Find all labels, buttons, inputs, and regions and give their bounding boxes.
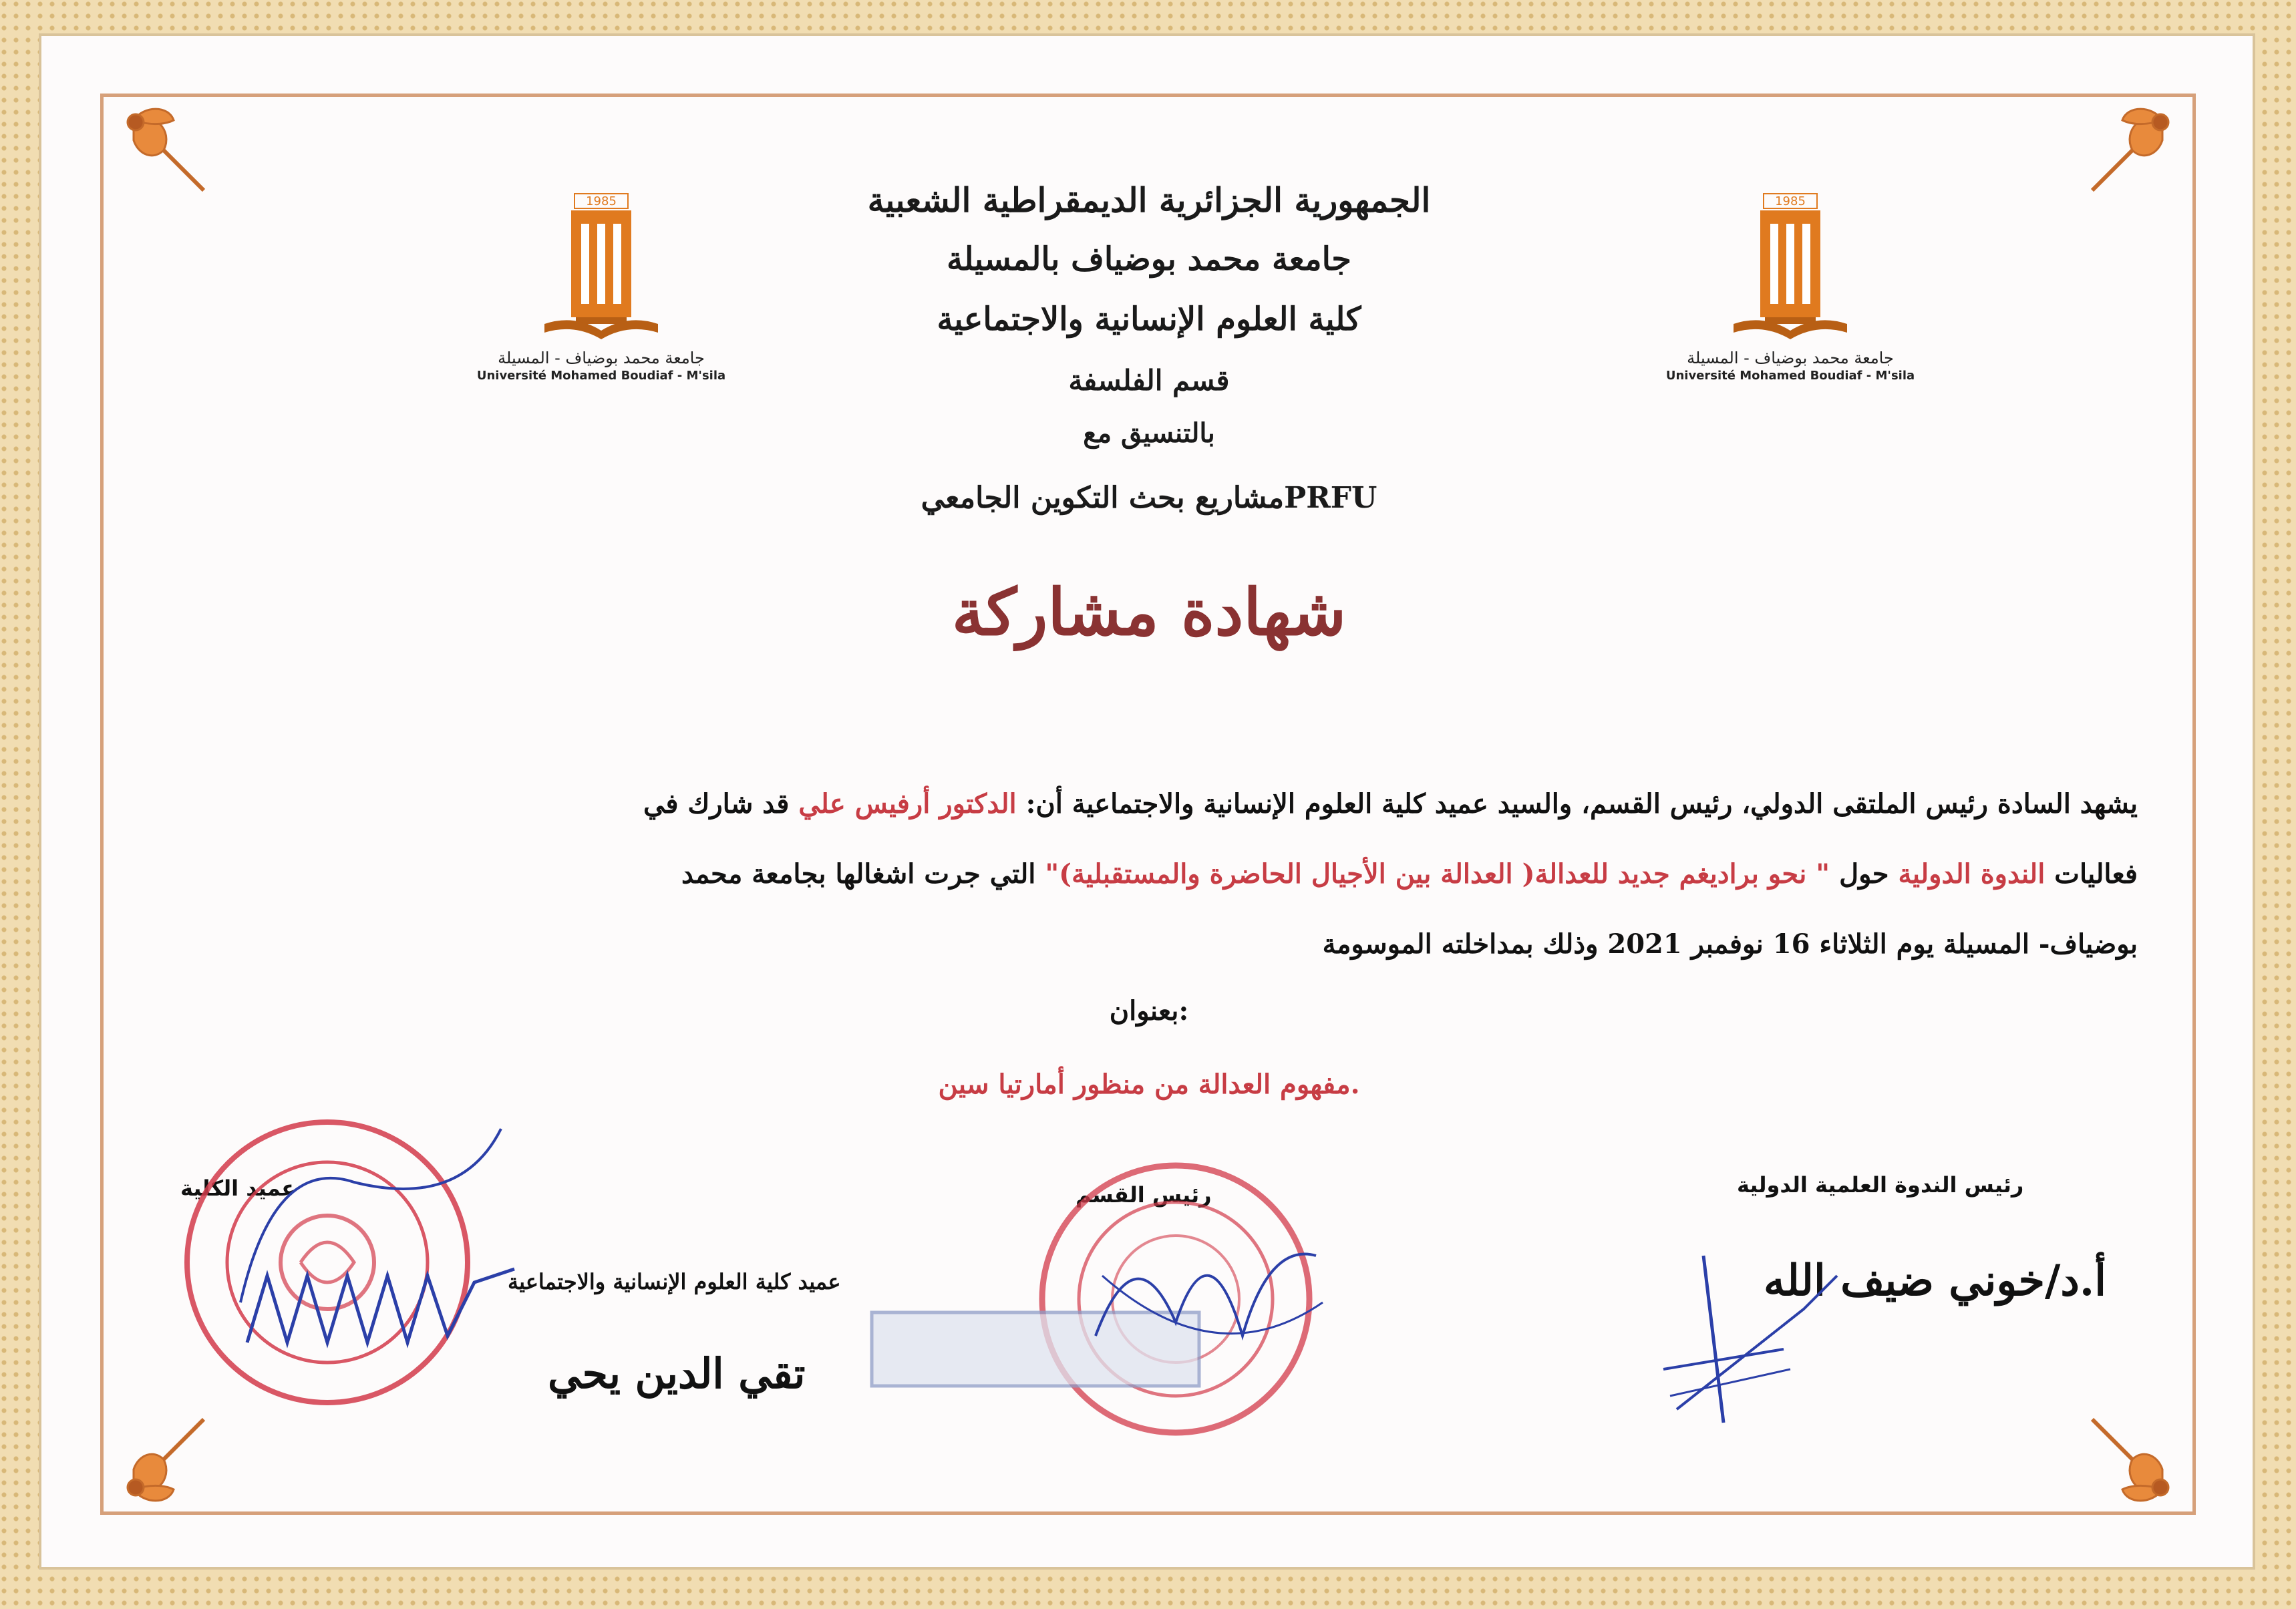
body-text: يشهد السادة رئيس الملتقى الدولي، رئيس القسم، والسيد عميد كلية العلوم الإنسانية والاجتماعية أن:: [1016, 788, 2138, 820]
university-building-icon: [1724, 180, 1857, 347]
certificate-title: شهادة مشاركة: [951, 574, 1347, 650]
body-line-3: بوضياف- المسيلة يوم الثلاثاء 16 نوفمبر 2021 وذلك بمداخلته الموسومة: [1322, 928, 2138, 960]
svg-text:1985: 1985: [1775, 194, 1806, 208]
body-text: قد شارك في: [643, 788, 799, 820]
header-department: قسم الفلسفة: [1068, 364, 1230, 397]
body-line-2: [160, 858, 2138, 890]
body-line-1: [160, 788, 2138, 820]
header-faculty: كلية العلوم الإنسانية والاجتماعية: [937, 301, 1361, 338]
body-text: التي جرت اشغالها بجامعة محمد: [681, 858, 1045, 890]
logo-french-name: Université Mohamed Boudiaf - M'sila: [1665, 369, 1915, 383]
paper-topic: مفهوم العدالة من منظور أمارتيا سين.: [938, 1069, 1360, 1100]
symposium-chair-label: رئيس الندوة العلمية الدولية: [1737, 1172, 2024, 1198]
symposium-chair-name: أ.د/خوني ضيف الله: [1764, 1256, 2106, 1306]
logo-arabic-name: جامعة محمد بوضياف - المسيلة: [1687, 349, 1894, 367]
header-coordination: بالتنسيق مع: [1083, 417, 1215, 449]
fleur-de-lis-icon: [114, 1409, 214, 1509]
event-type: الندوة الدولية: [1898, 858, 2045, 890]
header-university: جامعة محمد بوضياف بالمسيلة: [947, 240, 1351, 278]
fleur-de-lis-icon: [2082, 100, 2182, 200]
participant-name: الدكتور أرفيس علي: [798, 788, 1017, 820]
body-text: فعاليات: [2045, 858, 2138, 890]
department-head-label: رئيس القسم: [1076, 1182, 1212, 1208]
symposium-chair-signature: [1650, 1249, 1850, 1436]
university-logo-left: [461, 180, 742, 383]
header-projects: مشاريع بحث التكوين الجامعيPRFU: [921, 481, 1377, 515]
header-republic: الجمهورية الجزائرية الديمقراطية الشعبية: [867, 180, 1431, 220]
dean-signature: [220, 1102, 528, 1396]
university-logo-right: [1650, 180, 1931, 383]
body-text: حول: [1830, 858, 1899, 890]
fleur-de-lis-icon: [2082, 1409, 2182, 1509]
university-building-icon: [534, 180, 668, 347]
logo-arabic-name: جامعة محمد بوضياف - المسيلة: [498, 349, 705, 367]
dean-title: عميد كلية العلوم الإنسانية والاجتماعية: [508, 1269, 841, 1294]
svg-text:1985: 1985: [586, 194, 617, 208]
dean-name: تقي الدين يحي: [548, 1349, 806, 1398]
dean-label: عميد الكلية: [180, 1176, 297, 1201]
event-title: " نحو براديغم جديد للعدالة( العدالة بين الأجيال الحاضرة والمستقبلية)": [1045, 858, 1830, 890]
logo-french-name: Université Mohamed Boudiaf - M'sila: [476, 369, 726, 383]
department-head-signature: [1082, 1202, 1336, 1389]
fleur-de-lis-icon: [114, 100, 214, 200]
about-label: بعنوان:: [1109, 995, 1189, 1027]
